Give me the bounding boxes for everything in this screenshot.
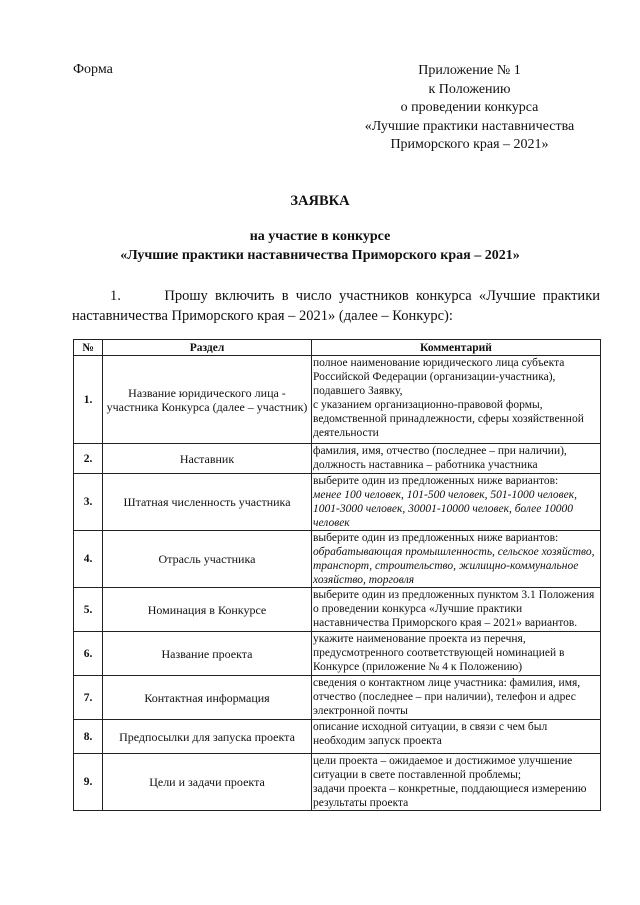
row-comment bbox=[312, 444, 601, 474]
row-number: 8. bbox=[74, 720, 103, 754]
table-row bbox=[74, 588, 601, 632]
row-section: Отрасль участника bbox=[103, 531, 312, 588]
appendix-line: Приморского края – 2021» bbox=[390, 137, 549, 152]
row-number: 3. bbox=[74, 474, 103, 531]
row-comment bbox=[312, 632, 601, 676]
row-comment bbox=[312, 588, 601, 632]
row-section: Цели и задачи проекта bbox=[103, 754, 312, 811]
form-label: Форма bbox=[73, 62, 113, 77]
row-section: Предпосылки для запуска проекта bbox=[103, 720, 312, 754]
row-comment bbox=[312, 720, 601, 754]
row-comment bbox=[312, 754, 601, 811]
subtitle-line: на участие в конкурсе bbox=[249, 229, 391, 244]
row-comment bbox=[312, 356, 601, 444]
table-row bbox=[74, 676, 601, 720]
row-section: Штатная численность участника bbox=[103, 474, 312, 531]
header-section: Раздел bbox=[103, 340, 312, 356]
row-number: 2. bbox=[74, 444, 103, 474]
row-number: 6. bbox=[74, 632, 103, 676]
row-comment-text: фамилия, имя, отчество (последнее – при наличии), должность наставника – работника участника bbox=[313, 445, 567, 471]
table-row bbox=[74, 754, 601, 811]
header-number: № bbox=[74, 340, 103, 356]
row-section: Название проекта bbox=[103, 632, 312, 676]
table-row bbox=[74, 531, 601, 588]
row-comment bbox=[312, 676, 601, 720]
appendix-line: «Лучшие практики наставничества bbox=[364, 118, 575, 134]
row-comment-options: менее 100 человек, 101-500 человек, 501-1000 человек, 1001-3000 человек, 30001-10000 человек, более 10000 человек bbox=[313, 489, 577, 529]
row-comment-text: укажите наименование проекта из перечня, предусмотренного соответствующей номинацией в Конкурсе (приложение № 4 к Положению) bbox=[313, 633, 565, 673]
row-section: Номинация в Конкурсе bbox=[103, 588, 312, 632]
appendix-line: к Положению bbox=[428, 81, 511, 97]
subtitle-line: «Лучшие практики наставничества Приморского края – 2021» bbox=[120, 248, 520, 263]
row-section: Контактная информация bbox=[103, 676, 312, 720]
document-subtitle bbox=[0, 227, 640, 265]
document-title: ЗАЯВКА bbox=[290, 193, 350, 209]
row-comment-text: выберите один из предложенных ниже вариантов: bbox=[313, 475, 559, 487]
row-number: 1. bbox=[74, 356, 103, 444]
application-table bbox=[73, 339, 601, 811]
appendix-line: Приложение № 1 bbox=[418, 63, 521, 78]
row-section: Наставник bbox=[103, 444, 312, 474]
table-body bbox=[74, 356, 601, 811]
row-number: 9. bbox=[74, 754, 103, 811]
row-comment-options: обрабатывающая промышленность, сельское хозяйство, транспорт, строительство, жилищно-коммунальное хозяйство, торговля bbox=[313, 546, 595, 586]
row-section: Название юридического лица - участника Конкурса (далее – участник) bbox=[103, 356, 312, 444]
row-comment-text: выберите один из предложенных ниже вариантов: bbox=[313, 532, 559, 544]
row-number: 4. bbox=[74, 531, 103, 588]
row-comment-text: сведения о контактном лице участника: фамилия, имя, отчество (последнее – при наличии), телефон и адрес электронной почты bbox=[313, 677, 581, 717]
table-row bbox=[74, 632, 601, 676]
row-number: 7. bbox=[74, 676, 103, 720]
table-row bbox=[74, 356, 601, 444]
intro-paragraph: 1. Прошу включить в число участников конкурса «Лучшие практики наставничества Приморского края – 2021» (далее – Конкурс): bbox=[72, 288, 600, 324]
row-number: 5. bbox=[74, 588, 103, 632]
appendix-reference bbox=[352, 62, 587, 155]
appendix-line: о проведении конкурса bbox=[400, 100, 539, 115]
table-row bbox=[74, 474, 601, 531]
header-comment: Комментарий bbox=[312, 340, 601, 356]
row-comment-text: цели проекта – ожидаемое и достижимое улучшение ситуации в свете поставленной проблемы; задачи проекта – конкретные, поддающиеся измерению результаты проекта bbox=[313, 755, 587, 809]
row-comment-text: выберите один из предложенных пунктом 3.1 Положения о проведении конкурса «Лучшие практики наставничества Приморского края – 2021» вариантов. bbox=[313, 589, 595, 629]
table-header-row bbox=[74, 340, 601, 356]
row-comment bbox=[312, 531, 601, 588]
table-row bbox=[74, 444, 601, 474]
row-comment-text: описание исходной ситуации, в связи с чем был необходим запуск проекта bbox=[313, 721, 548, 747]
row-comment bbox=[312, 474, 601, 531]
table-row bbox=[74, 720, 601, 754]
row-comment-text: полное наименование юридического лица субъекта Российской Федерации (организации-участника), подавшего Заявку, с указанием организационно-правовой формы, ведомственной принадлежности, сферы хозяйственной деятельности bbox=[313, 357, 584, 439]
